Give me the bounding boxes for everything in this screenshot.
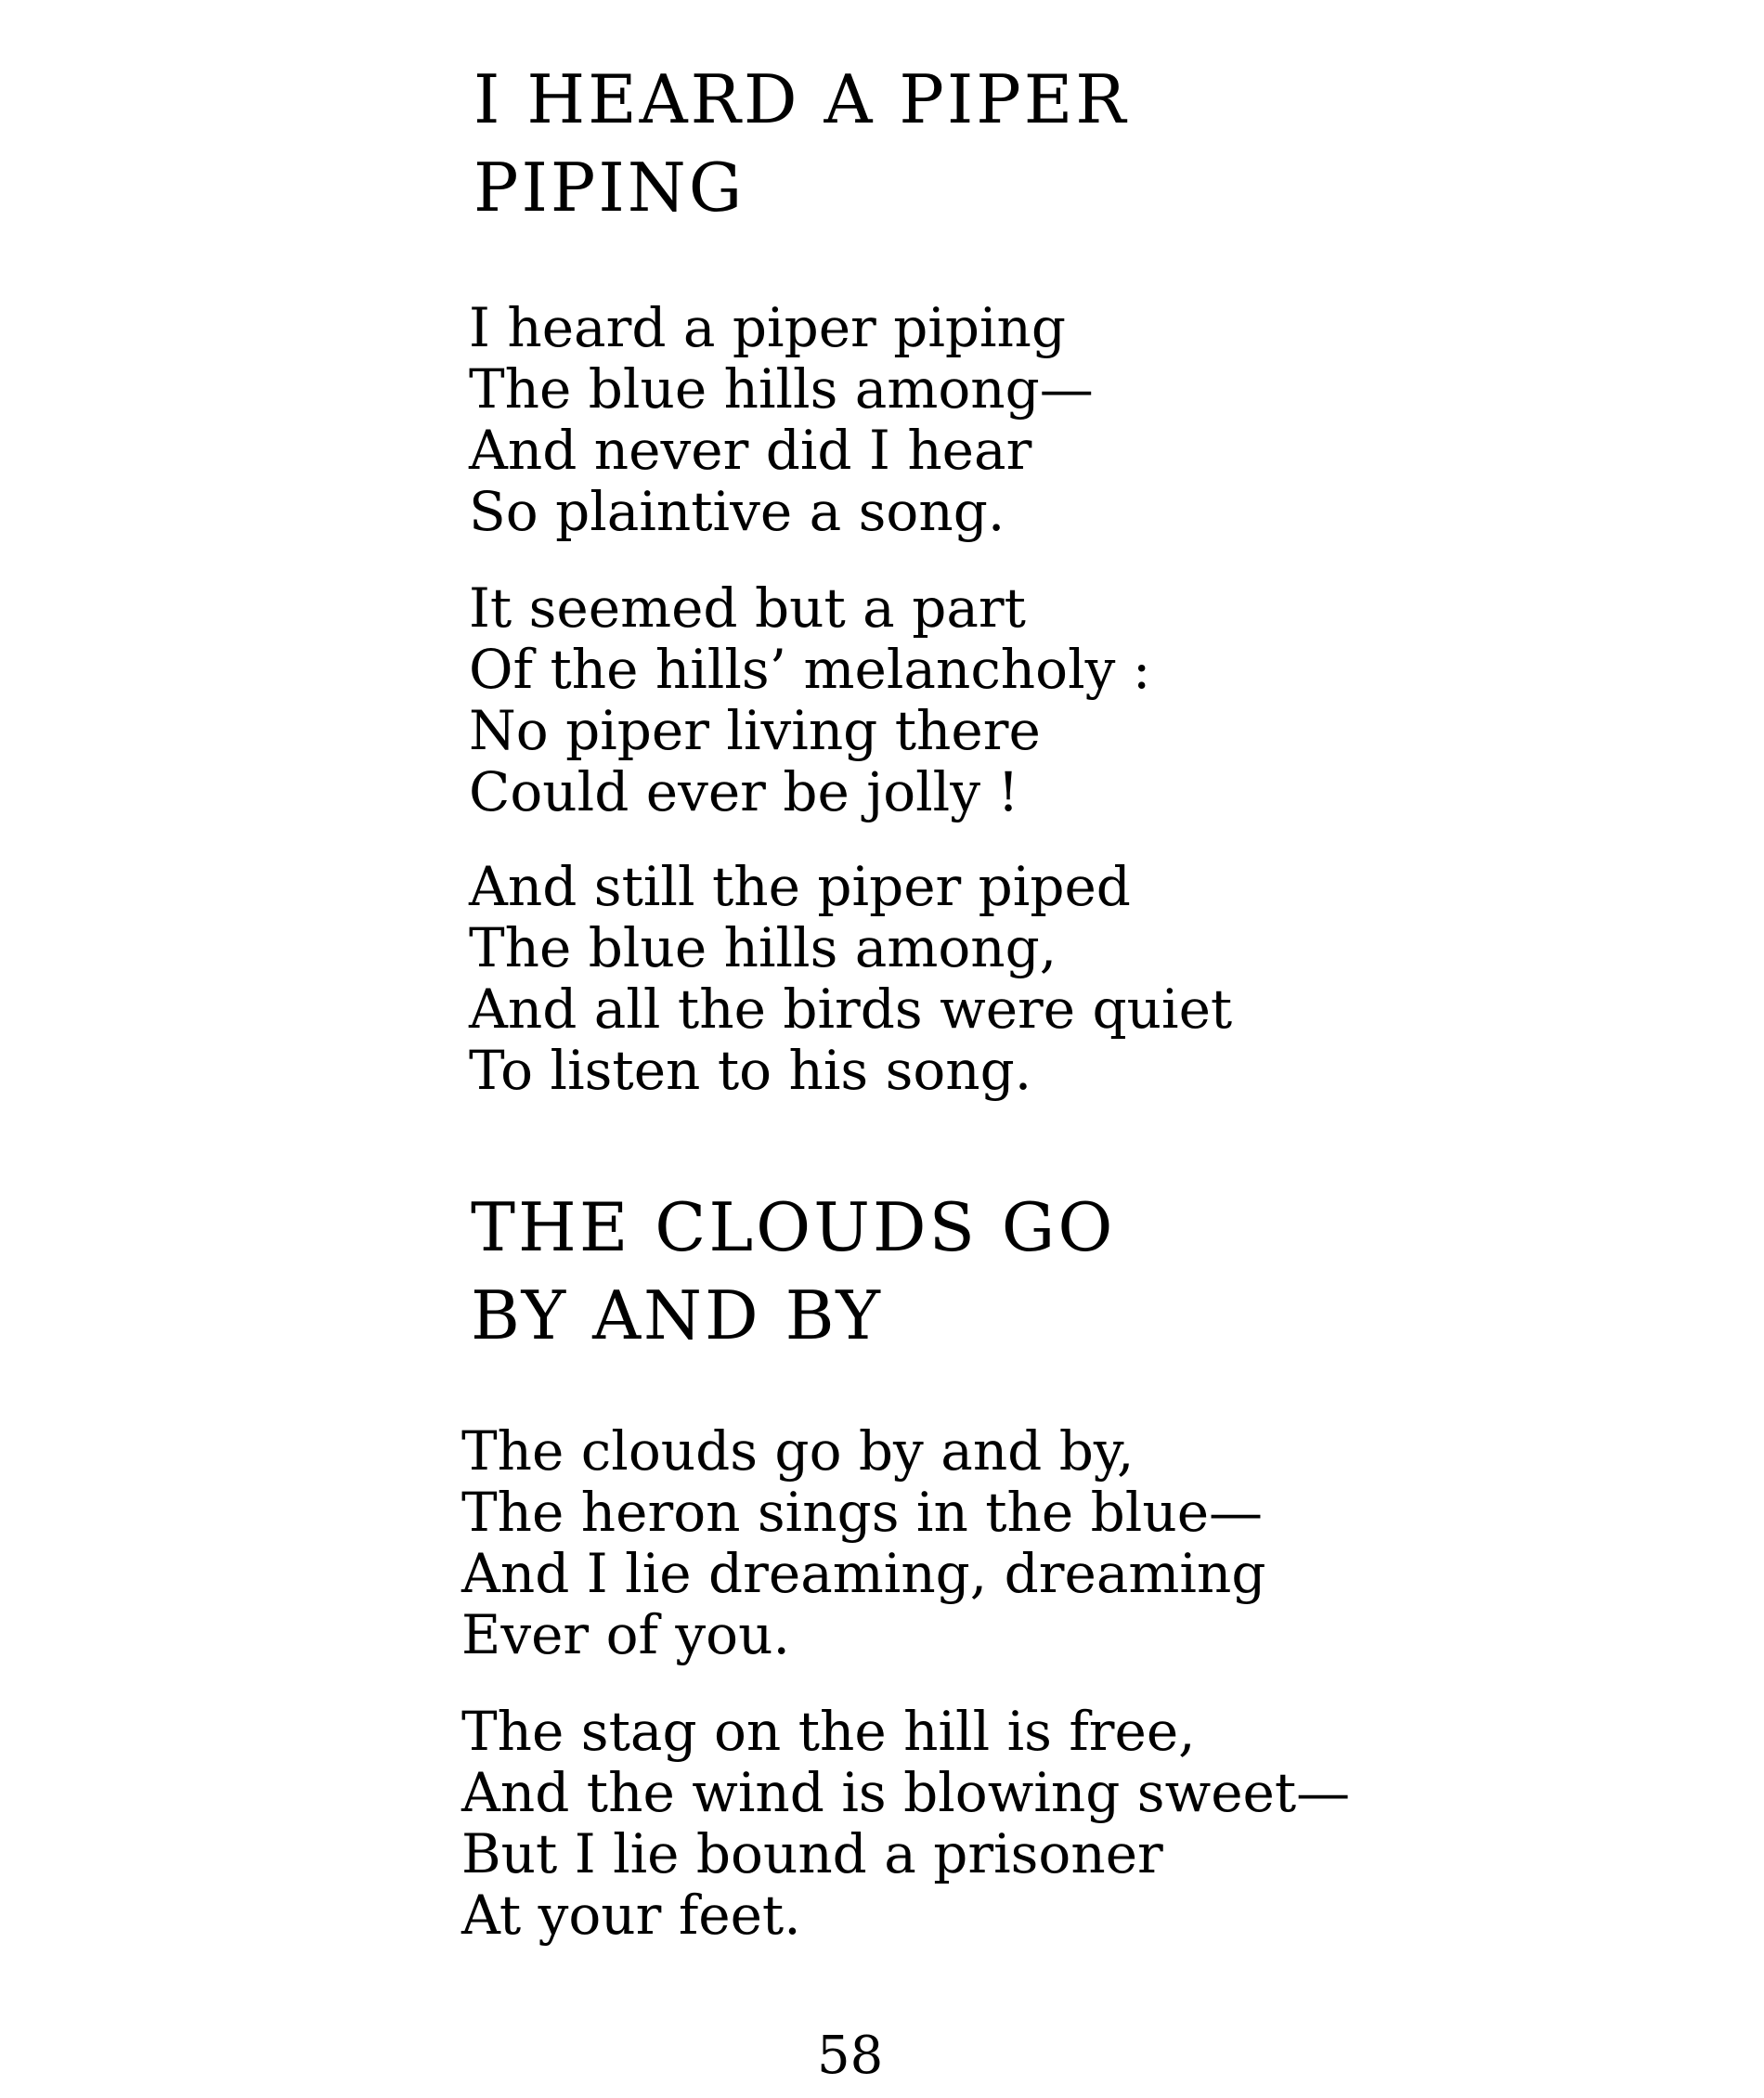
stanza <box>461 1420 1265 1665</box>
verse-line: The blue hills among— <box>469 357 1094 421</box>
title-line: THE CLOUDS GO <box>471 1188 1116 1266</box>
title-line: I HEARD A PIPER <box>473 60 1129 138</box>
page-number: 58 <box>817 2026 884 2086</box>
stanza <box>469 297 1094 542</box>
title-line: BY AND BY <box>471 1276 883 1354</box>
title-line: PIPING <box>473 149 746 227</box>
verse-line: Of the hills’ melancholy : <box>469 638 1151 701</box>
verse-line: And I lie dreaming, dreaming <box>461 1542 1266 1605</box>
verse-line: Ever of you. <box>461 1603 790 1666</box>
verse-line: At your feet. <box>461 1884 801 1947</box>
verse-line: And all the birds were quiet <box>469 978 1233 1041</box>
verse-line: To listen to his song. <box>469 1039 1032 1102</box>
stanza <box>461 1701 1350 1946</box>
poem-title <box>473 56 1128 232</box>
stanza <box>469 856 1232 1101</box>
verse-line: And never did I hear <box>469 419 1032 482</box>
verse-line: The heron sings in the blue— <box>461 1481 1264 1544</box>
verse-line: So plaintive a song. <box>469 480 1005 543</box>
verse-line: But I lie bound a prisoner <box>461 1822 1163 1885</box>
verse-line: It seemed but a part <box>469 576 1026 640</box>
stanza <box>469 577 1150 822</box>
verse-line: I heard a piper piping <box>469 296 1067 359</box>
verse-line: And still the piper piped <box>469 855 1131 918</box>
poem-title <box>471 1184 1115 1360</box>
verse-line: Could ever be jolly ! <box>469 760 1019 823</box>
verse-line: No piper living there <box>469 699 1041 762</box>
verse-line: And the wind is blowing sweet— <box>461 1761 1351 1824</box>
verse-line: The clouds go by and by, <box>461 1419 1135 1483</box>
verse-line: The blue hills among, <box>469 916 1057 979</box>
verse-line: The stag on the hill is free, <box>461 1700 1196 1763</box>
